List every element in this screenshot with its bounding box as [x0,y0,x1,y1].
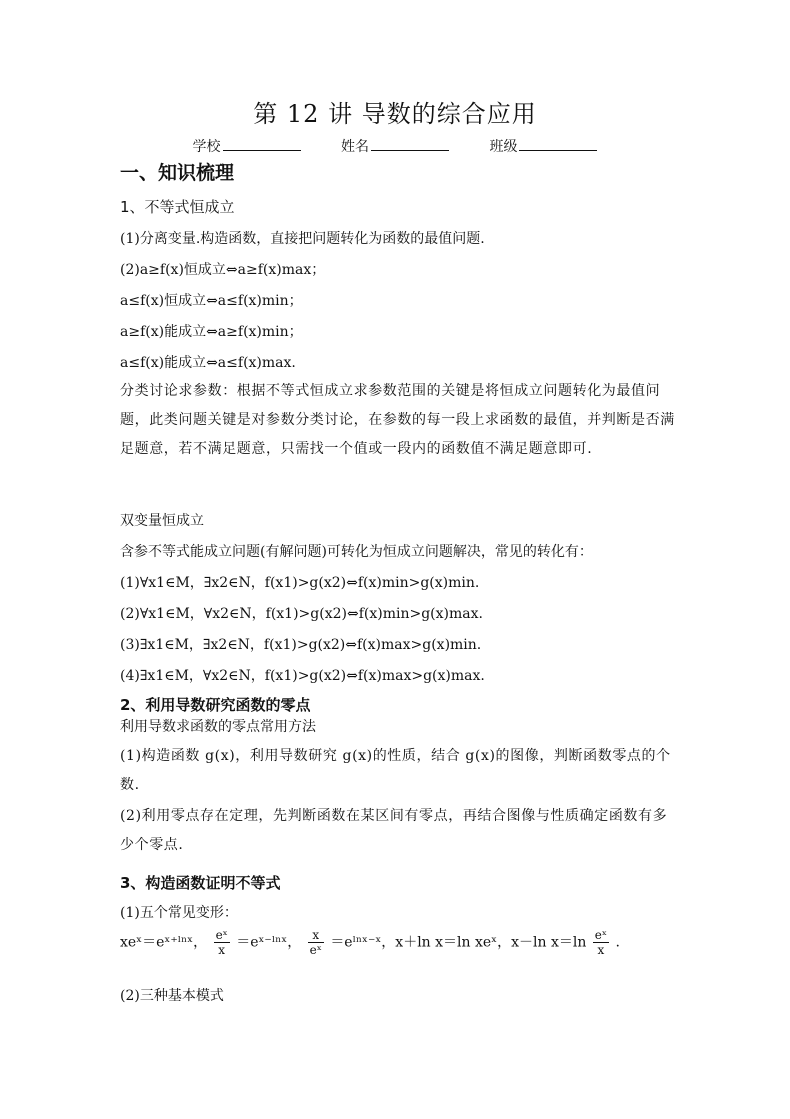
fraction [593,928,609,957]
subsection-heading-1: 1、不等式恒成立 [120,198,235,216]
subsection-heading-3: 3、构造函数证明不等式 [120,874,281,892]
formula-part: ＝eˡⁿˣ⁻ˣ，x＋ln x＝ln xeˣ，x－ln x＝ln [330,934,587,951]
fraction-denominator: eˣ [309,943,322,957]
formula-part: . [615,934,620,951]
fraction [308,928,324,957]
text-line: (2)∀x1∈M，∀x2∈N，f(x1)>g(x2)⇔f(x)min>g(x)max. [120,606,483,622]
school-blank[interactable] [223,137,301,151]
text-line: 含参不等式能成立问题(有解问题)可转化为恒成立问题解决，常见的转化有： [120,544,593,560]
formula-part: xeˣ＝eˣ⁺ˡⁿˣ， [120,934,208,951]
fraction-denominator: x [597,943,605,957]
student-info-row [0,136,790,156]
class-field [489,136,597,156]
paragraph-zero-method-2: (2)利用零点存在定理，先判断函数在某区间有零点，再结合图像与性质确定函数有多少个零点. [120,808,668,853]
school-label: 学校 [192,139,221,155]
text-line: (2)a≥f(x)恒成立⇔a≥f(x)max； [120,262,326,278]
text-line: (3)∃x1∈M，∃x2∈N，f(x1)>g(x2)⇔f(x)max>g(x)min. [120,637,482,653]
text-line: a≥f(x)能成立⇔a≥f(x)min； [120,324,303,340]
text-line: a≤f(x)恒成立⇔a≤f(x)min； [120,293,303,309]
text-line: (1)分离变量.构造函数，直接把问题转化为函数的最值问题. [120,231,485,247]
section-heading: 一、知识梳理 [120,162,235,184]
name-label: 姓名 [341,139,369,155]
formula-part: ＝eˣ⁻ˡⁿˣ， [236,934,302,951]
fraction-numerator: eˣ [215,928,228,942]
text-line: 双变量恒成立 [120,513,204,529]
text-line: 利用导数求函数的零点常用方法 [120,719,316,735]
paragraph-zero-method-1: (1)构造函数 g(x)，利用导数研究 g(x)的性质，结合 g(x)的图像，判断函数零点的个数. [120,748,671,793]
name-blank[interactable] [371,137,449,151]
lecture-title: 第 12 讲 导数的综合应用 [253,100,537,128]
class-label: 班级 [489,139,518,155]
text-line: (1)五个常见变形： [120,905,238,921]
paragraph-classification: 分类讨论求参数：根据不等式恒成立求参数范围的关键是将恒成立问题转化为最值问题，此类问题关键是对参数分类讨论，在参数的每一段上求函数的最值，并判断是否满足题意，若不满足题意，只需找一个值或一段内的函数值不满足题意即可. [120,383,675,457]
fraction [214,928,230,957]
text-line: (2)三种基本模式 [120,988,224,1004]
fraction-numerator: x [308,928,324,943]
class-blank[interactable] [519,137,597,151]
subsection-heading-2: 2、利用导数研究函数的零点 [120,696,311,714]
fraction-denominator: x [218,943,226,957]
name-field [341,136,449,156]
fraction-numerator: eˣ [594,928,607,942]
text-line: a≤f(x)能成立⇔a≤f(x)max. [120,355,296,371]
school-field [193,136,301,156]
text-line: (1)∀x1∈M，∃x2∈N，f(x1)>g(x2)⇔f(x)min>g(x)min. [120,575,480,591]
transform-formulas [120,928,620,957]
text-line: (4)∃x1∈M，∀x2∈N，f(x1)>g(x2)⇔f(x)max>g(x)max. [120,668,485,684]
